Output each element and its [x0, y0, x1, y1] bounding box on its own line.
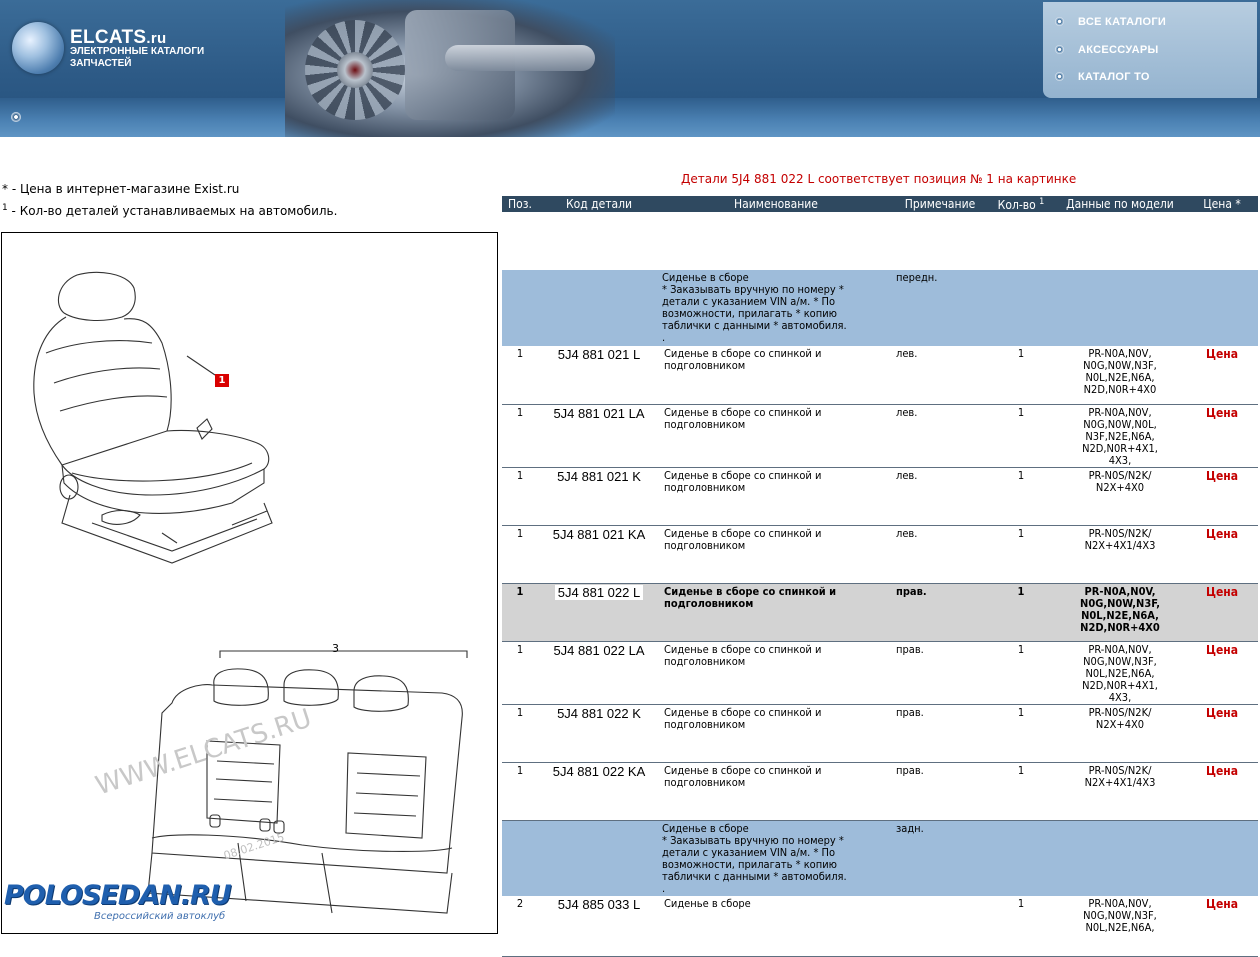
col-header-quantity [988, 196, 1054, 212]
part-note-cell [892, 896, 988, 956]
polosedan-logo-text: POLOSEDAN.RU [4, 880, 231, 911]
part-position-cell: 1 [502, 583, 538, 641]
part-code-link[interactable]: 5J4 881 022 LA [553, 642, 645, 658]
col-header-quantity-label: Кол-во [997, 197, 1036, 212]
part-code-cell[interactable] [538, 525, 660, 583]
col-header-name: Наименование [660, 196, 892, 212]
group-note-cell: передн. [892, 270, 988, 346]
price-footnote: * - Цена в интернет-магазине Exist.ru [2, 182, 240, 196]
spacer-cell [502, 212, 1258, 270]
part-model-line: PR-N0S/N2K/ [1088, 763, 1152, 777]
parts-table-body [502, 212, 1258, 956]
col-header-part-code: Код детали [538, 196, 660, 212]
col-header-note: Примечание [892, 196, 988, 212]
globe-logo-icon[interactable] [12, 22, 64, 74]
col-header-position: Поз. [502, 196, 538, 212]
nav-maintenance-catalog-label: КАТАЛОГ ТО [1078, 71, 1150, 83]
part-code-link[interactable]: 5J4 885 033 L [557, 897, 641, 912]
part-name-cell [660, 346, 892, 404]
part-qty-cell: 1 [988, 641, 1054, 704]
part-qty-cell: 1 [988, 346, 1054, 404]
part-name-line: подголовником [664, 480, 746, 494]
part-code-cell[interactable] [538, 467, 660, 525]
engine-fan-hub-shape [337, 52, 373, 88]
col-header-quantity-mark: 1 [1039, 196, 1045, 207]
group-header-row [502, 820, 1258, 896]
part-code-cell[interactable] [538, 896, 660, 956]
part-model-line: N3F,N2E,N6A, [1085, 429, 1155, 443]
part-name-line: Сиденье в сборе со спинкой и [664, 526, 822, 540]
part-position-cell: 1 [502, 762, 538, 820]
col-header-model-data: Данные по модели [1054, 196, 1186, 212]
site-logo-subtitle [70, 46, 240, 70]
position-3-label: 3 [332, 642, 339, 655]
part-name-cell [660, 467, 892, 525]
part-code-cell[interactable] [538, 704, 660, 762]
part-note-cell: лев. [892, 525, 988, 583]
part-code-link[interactable]: 5J4 881 021 KA [552, 526, 646, 542]
part-model-line: N0L,N2E,N6A, [1081, 608, 1159, 622]
part-code-cell[interactable] [538, 583, 660, 641]
position-1-callout[interactable]: 1 [215, 374, 229, 387]
part-code-cell[interactable] [538, 762, 660, 820]
group-name-line: детали с указанием VIN а/м. * По [662, 295, 836, 308]
logo-subtitle-line2: ЗАПЧАСТЕЙ [70, 58, 132, 69]
part-name-line: подголовником [664, 775, 746, 789]
part-model-line: PR-N0S/N2K/ [1088, 468, 1152, 482]
part-model-line: PR-N0A,N0V, [1084, 584, 1156, 598]
part-name-cell [660, 762, 892, 820]
part-model-cell [1054, 704, 1186, 762]
table-header-row [502, 196, 1258, 212]
group-pos-cell [502, 270, 538, 346]
part-note-cell: прав. [892, 641, 988, 704]
polosedan-logo-tagline: Всероссийский автоклуб [94, 911, 226, 922]
header-nav [1043, 2, 1257, 98]
part-name-line: Сиденье в сборе со спинкой и [664, 705, 822, 719]
header-strip [0, 98, 1260, 137]
part-model-cell [1054, 525, 1186, 583]
part-model-line: N2D,N0R+4X0 [1083, 383, 1157, 396]
part-note-cell: лев. [892, 467, 988, 525]
part-model-line: N0G,N0W,N3F, [1083, 654, 1157, 668]
part-model-line: N2X+4X0 [1095, 717, 1145, 731]
selected-part-caption: Детали 5J4 881 022 L соответствует позиция № 1 на картинке [681, 172, 1077, 186]
group-name-line: Сиденье в сборе [662, 821, 749, 835]
group-qty-cell [988, 270, 1054, 346]
group-pos-cell [502, 820, 538, 896]
logo-domain-text: .ru [146, 30, 167, 47]
part-price-link[interactable]: Цена [1186, 641, 1258, 704]
group-model-cell [1054, 270, 1186, 346]
part-name-line: Сиденье в сборе [664, 897, 751, 910]
part-model-line: N2X+4X0 [1095, 480, 1145, 494]
engine-pipe-shape [445, 45, 595, 71]
group-code-cell [538, 820, 660, 896]
part-qty-cell: 1 [988, 896, 1054, 956]
group-model-cell [1054, 820, 1186, 896]
watermark-date: 08.02.2015 [222, 830, 286, 863]
table-row[interactable] [502, 404, 1258, 467]
header-home-bullet-icon[interactable] [11, 112, 21, 122]
part-price-link[interactable]: Цена [1186, 346, 1258, 404]
part-qty-cell: 1 [988, 762, 1054, 820]
group-header-row [502, 270, 1258, 346]
part-model-cell [1054, 467, 1186, 525]
parts-illustration [1, 232, 498, 934]
quantity-footnote [2, 203, 337, 218]
part-model-line: 4X3, [1108, 453, 1132, 467]
group-code-cell [538, 270, 660, 346]
part-code-cell[interactable] [538, 404, 660, 467]
part-model-cell [1054, 762, 1186, 820]
quantity-footnote-mark: 1 [2, 203, 8, 213]
group-name-line: возможности, прилагать * копию [662, 857, 837, 871]
part-model-line: N2D,N0R+4X1, [1082, 678, 1158, 692]
part-model-line: 4X3, [1108, 690, 1132, 704]
part-model-line: PR-N0A,N0V, [1088, 642, 1152, 656]
group-name-line: . [662, 331, 666, 344]
part-note-cell: лев. [892, 346, 988, 404]
part-price-link[interactable]: Цена [1186, 467, 1258, 525]
site-header [0, 0, 1260, 137]
table-row-selected[interactable] [502, 583, 1258, 641]
group-name-line: Сиденье в сборе [662, 271, 749, 284]
part-name-cell [660, 641, 892, 704]
part-qty-cell: 1 [988, 704, 1054, 762]
part-price-link[interactable]: Цена [1186, 704, 1258, 762]
engine-banner-image [285, 0, 615, 137]
part-price-link[interactable]: Цена [1186, 762, 1258, 820]
group-name-cell [660, 820, 892, 896]
group-name-line: детали с указанием VIN а/м. * По [662, 845, 836, 859]
part-position-cell: 1 [502, 467, 538, 525]
table-spacer-row [502, 212, 1258, 270]
nav-bullet-icon [1055, 45, 1064, 54]
table-row[interactable] [502, 467, 1258, 525]
part-note-cell: лев. [892, 404, 988, 467]
part-note-cell: прав. [892, 762, 988, 820]
part-model-line: N0L,N2E,N6A, [1085, 371, 1155, 384]
part-model-line: N0G,N0W,N3F, [1083, 909, 1157, 922]
part-name-line: Сиденье в сборе со спинкой и [664, 584, 837, 598]
part-code-cell[interactable] [538, 641, 660, 704]
group-name-line: возможности, прилагать * копию [662, 307, 837, 320]
part-model-line: N2D,N0R+4X0 [1080, 620, 1160, 634]
quantity-footnote-text: - Кол-во деталей устанавливаемых на автомобиль. [7, 204, 338, 218]
group-name-line: таблички с данными * автомобиля. [662, 319, 847, 332]
part-name-line: Сиденье в сборе со спинкой и [664, 468, 822, 482]
part-qty-cell: 1 [988, 583, 1054, 641]
part-name-line: подголовником [664, 596, 754, 610]
nav-maintenance-catalog[interactable] [1055, 71, 1150, 83]
part-name-line: подголовником [664, 654, 746, 668]
group-price-cell [1186, 270, 1258, 346]
nav-all-catalogs-label: ВСЕ КАТАЛОГИ [1078, 16, 1167, 28]
nav-bullet-icon [1055, 17, 1064, 26]
part-model-line: PR-N0A,N0V, [1088, 405, 1152, 419]
group-name-line: * Заказывать вручную по номеру * [662, 833, 844, 847]
part-model-line: N0G,N0W,N3F, [1080, 596, 1160, 610]
part-code-link[interactable]: 5J4 881 022 KA [552, 763, 646, 779]
part-code-cell[interactable] [538, 346, 660, 404]
part-name-line: подголовником [664, 538, 746, 552]
part-position-cell: 1 [502, 346, 538, 404]
part-model-line: N2X+4X1/4X3 [1084, 538, 1156, 552]
table-row[interactable] [502, 704, 1258, 762]
nav-bullet-icon [1055, 72, 1064, 81]
part-name-line: Сиденье в сборе со спинкой и [664, 405, 822, 419]
part-model-line: N2D,N0R+4X1, [1082, 441, 1158, 455]
part-model-cell [1054, 641, 1186, 704]
part-position-cell: 1 [502, 525, 538, 583]
part-name-cell [660, 525, 892, 583]
part-model-line: N0G,N0W,N0L, [1083, 417, 1157, 431]
group-name-cell [660, 270, 892, 346]
nav-accessories-label: АКСЕССУАРЫ [1078, 44, 1159, 56]
logo-subtitle-line1: ЭЛЕКТРОННЫЕ КАТАЛОГИ [70, 46, 205, 57]
table-row[interactable] [502, 641, 1258, 704]
group-note-cell: задн. [892, 820, 988, 896]
part-position-cell: 1 [502, 704, 538, 762]
part-code-link[interactable]: 5J4 881 022 L [555, 585, 643, 600]
part-qty-cell: 1 [988, 467, 1054, 525]
part-name-cell [660, 704, 892, 762]
part-code-link[interactable]: 5J4 881 021 L [557, 347, 641, 362]
part-price-link[interactable]: Цена [1186, 583, 1258, 641]
part-name-line: Сиденье в сборе со спинкой и [664, 642, 822, 656]
table-row[interactable] [502, 762, 1258, 820]
part-model-line: N0G,N0W,N3F, [1083, 359, 1157, 372]
part-name-line: подголовником [664, 359, 746, 372]
col-header-price: Цена * [1186, 196, 1258, 212]
part-position-cell: 2 [502, 896, 538, 956]
group-name-line: . [662, 881, 666, 895]
part-code-link[interactable]: 5J4 881 021 K [557, 468, 641, 484]
part-name-line: подголовником [664, 417, 746, 431]
rear-seat-bracket [220, 651, 467, 658]
parts-table [502, 196, 1258, 957]
part-position-cell: 1 [502, 404, 538, 467]
part-qty-cell: 1 [988, 404, 1054, 467]
elcats-watermark: WWW.ELCATS.RU [92, 703, 316, 802]
part-name-cell [660, 583, 892, 641]
polosedan-logo [4, 880, 231, 922]
nav-accessories[interactable] [1055, 44, 1159, 56]
part-model-cell [1054, 404, 1186, 467]
nav-all-catalogs[interactable] [1055, 16, 1166, 28]
part-model-line: PR-N0A,N0V, [1088, 347, 1152, 360]
part-model-cell [1054, 583, 1186, 641]
logo-title-text: ELCATS [70, 27, 147, 48]
part-model-line: N0L,N2E,N6A, [1085, 921, 1155, 934]
part-model-line: PR-N0S/N2K/ [1088, 526, 1152, 540]
table-row[interactable] [502, 896, 1258, 956]
part-price-link[interactable]: Цена [1186, 896, 1258, 956]
part-position-cell: 1 [502, 641, 538, 704]
part-model-cell [1054, 346, 1186, 404]
table-row[interactable] [502, 525, 1258, 583]
group-qty-cell [988, 820, 1054, 896]
front-seat-drawing [34, 272, 272, 563]
part-model-line: PR-N0A,N0V, [1088, 897, 1152, 910]
part-name-line: Сиденье в сборе со спинкой и [664, 347, 822, 360]
group-price-cell [1186, 820, 1258, 896]
part-code-link[interactable]: 5J4 881 022 K [557, 705, 641, 721]
seat-drawing [2, 233, 497, 933]
part-qty-cell: 1 [988, 525, 1054, 583]
part-name-line: подголовником [664, 717, 746, 731]
part-model-line: PR-N0S/N2K/ [1088, 705, 1152, 719]
table-row[interactable] [502, 346, 1258, 404]
part-note-cell: прав. [892, 704, 988, 762]
part-name-line: Сиденье в сборе со спинкой и [664, 763, 822, 777]
part-name-cell [660, 404, 892, 467]
part-price-link[interactable]: Цена [1186, 404, 1258, 467]
part-note-cell: прав. [892, 583, 988, 641]
group-name-line: * Заказывать вручную по номеру * [662, 283, 844, 296]
part-name-cell [660, 896, 892, 956]
part-price-link[interactable]: Цена [1186, 525, 1258, 583]
part-model-cell [1054, 896, 1186, 956]
part-model-line: N2X+4X1/4X3 [1084, 775, 1156, 789]
part-code-link[interactable]: 5J4 881 021 LA [553, 405, 645, 421]
group-name-line: таблички с данными * автомобиля. [662, 869, 847, 883]
part-model-line: N0L,N2E,N6A, [1085, 666, 1155, 680]
